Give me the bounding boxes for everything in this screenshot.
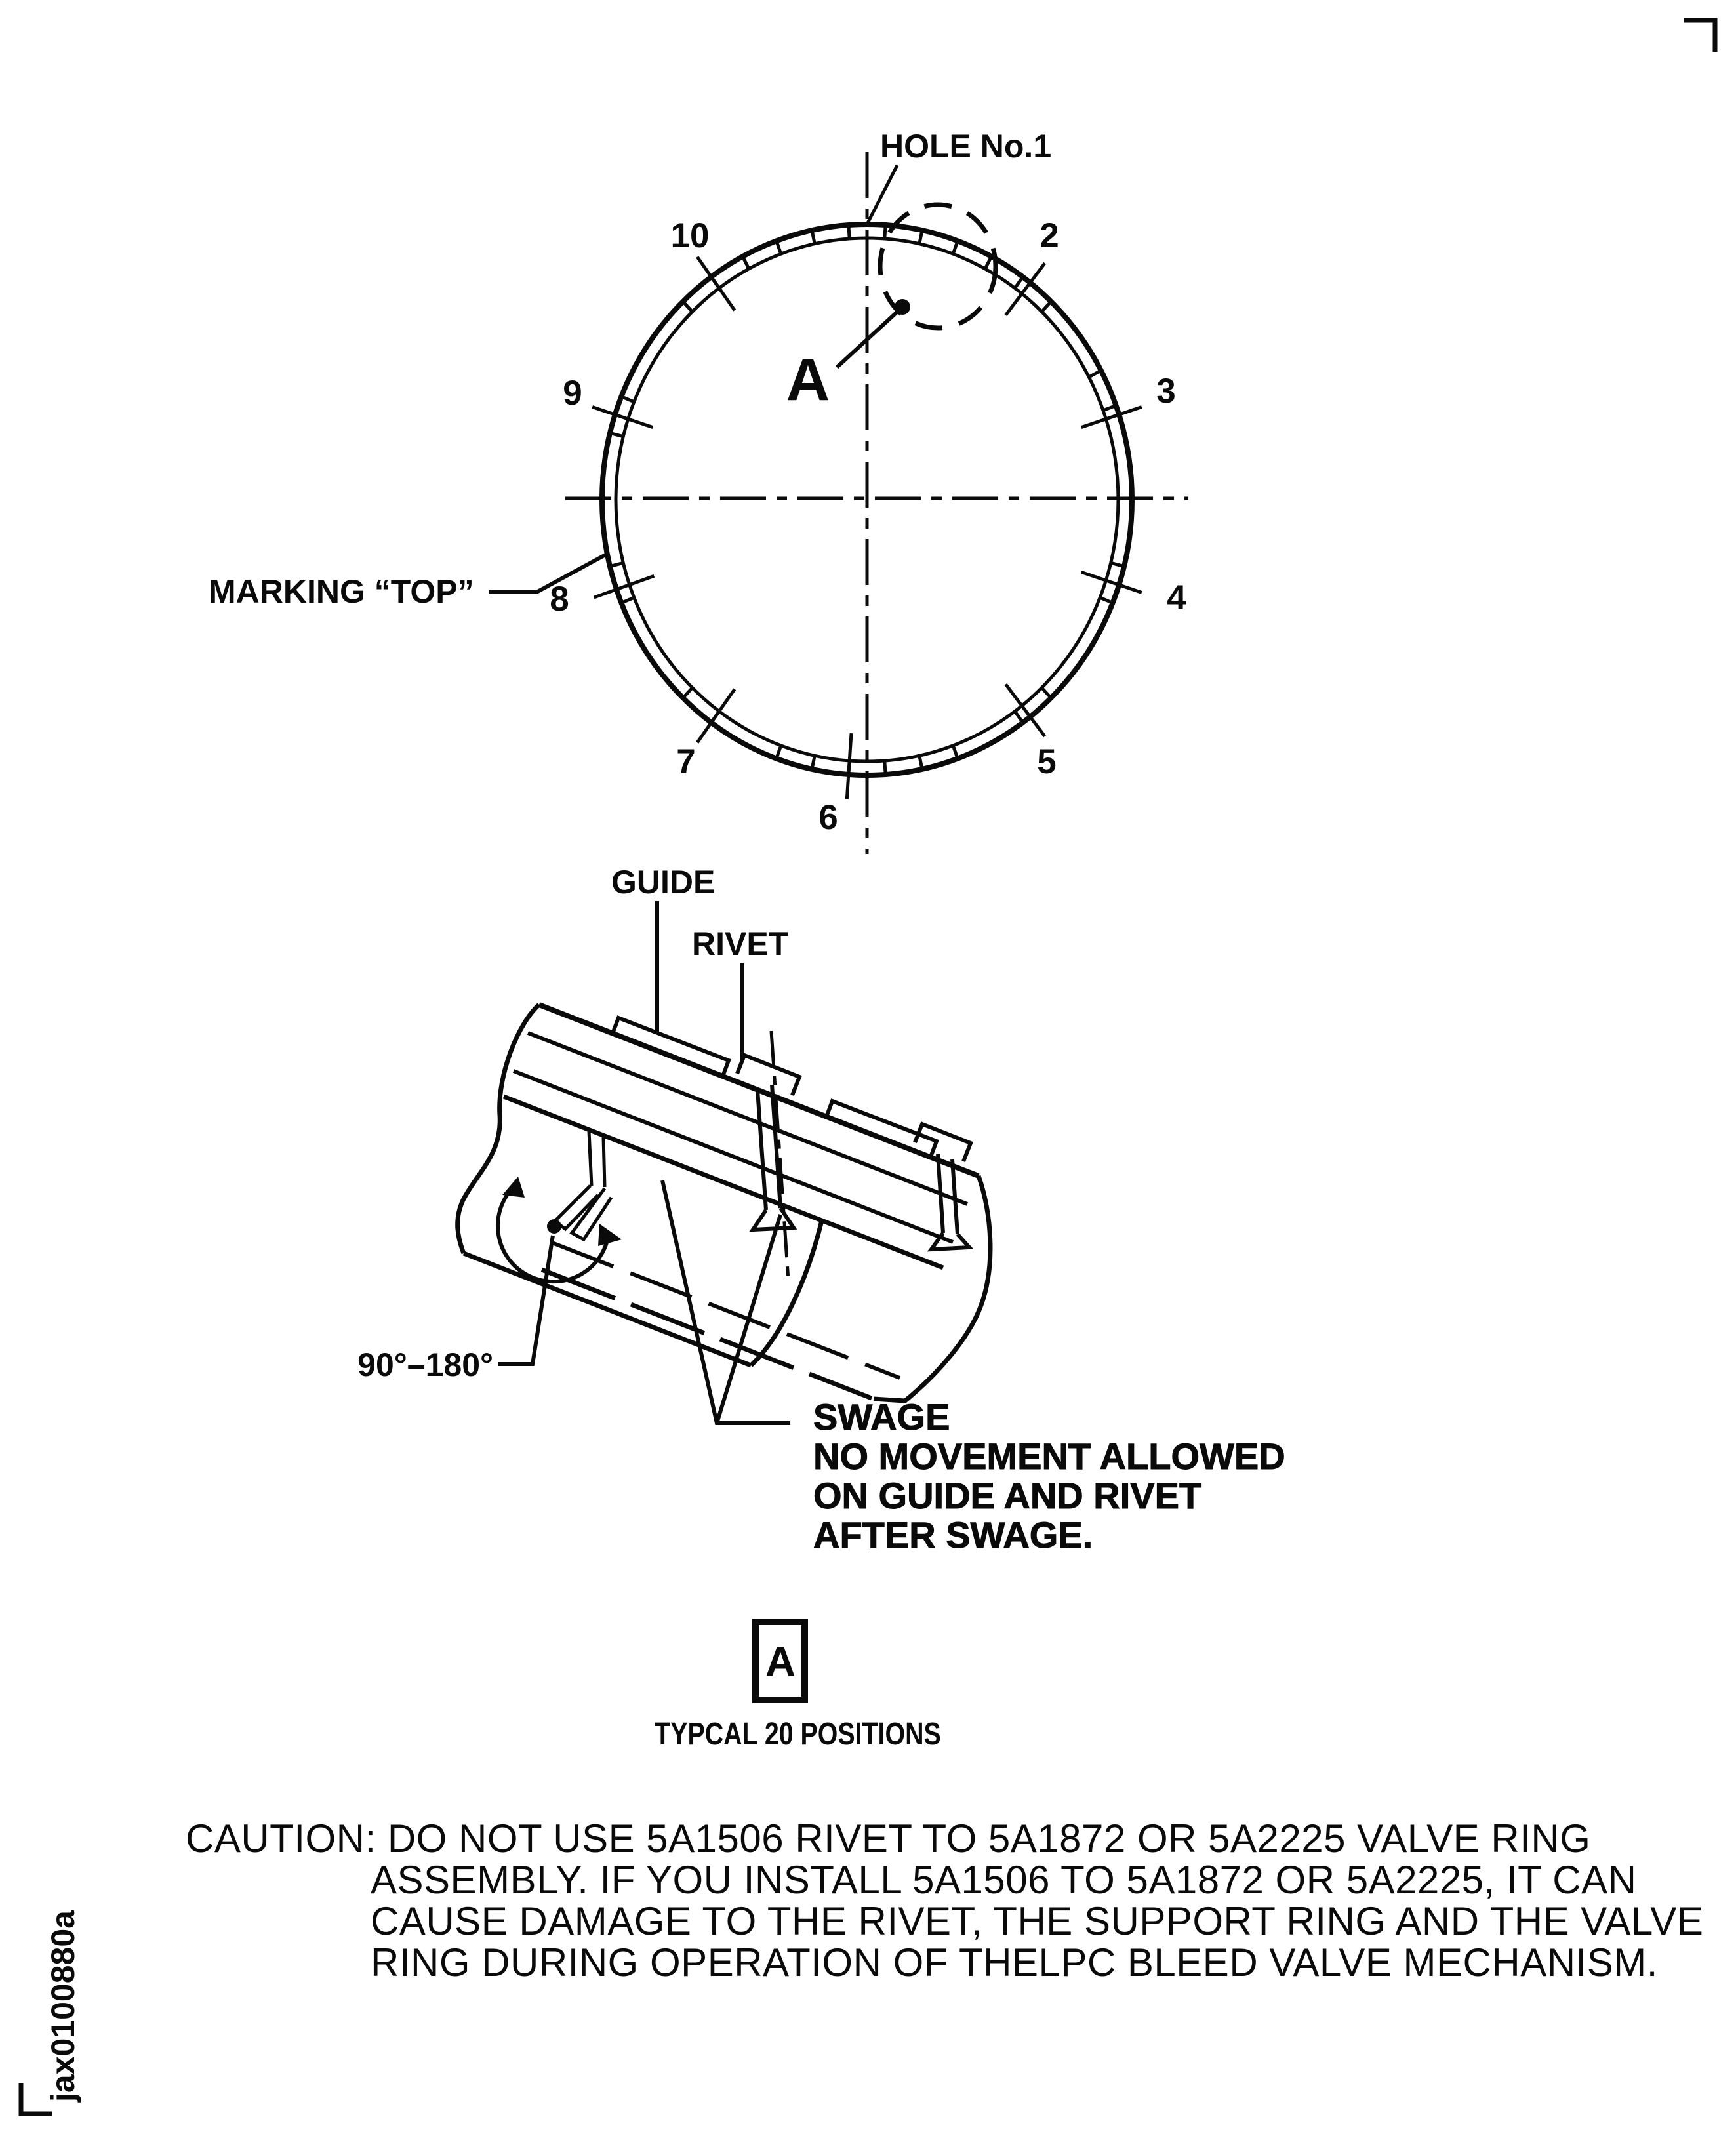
- rivet-stem-left-a: [757, 1090, 766, 1210]
- position-leader: [592, 407, 653, 428]
- swage-note-leader-right: [717, 1215, 780, 1423]
- position-number: 8: [550, 580, 569, 618]
- position-leader: [847, 733, 851, 799]
- ring-tick: [1015, 276, 1023, 288]
- swage-note-line: NO MOVEMENT ALLOWED: [813, 1436, 1285, 1477]
- ring-tick: [1041, 301, 1051, 312]
- position-number: 6: [818, 798, 838, 837]
- guide-label: GUIDE: [611, 864, 716, 900]
- arc-arrowhead-upper: [502, 1177, 525, 1198]
- detail-caption: TYPCAL 20 POSITIONS: [655, 1716, 941, 1752]
- swaged-stem-b: [603, 1137, 605, 1187]
- ring-tick: [885, 761, 886, 776]
- caution-line: ASSEMBLY. IF YOU INSTALL 5A1506 TO 5A1872 OR 5A2225, IT CAN: [371, 1858, 1637, 1902]
- caution-line: RING DURING OPERATION OF THELPC BLEED VALVE MECHANISM.: [371, 1941, 1658, 1985]
- ring-front-view: [209, 128, 1188, 854]
- position-number: 10: [670, 216, 710, 255]
- swage-note-text: [813, 1396, 1285, 1556]
- ring-tick: [683, 688, 693, 698]
- position-number: 4: [1167, 578, 1186, 617]
- rivet-label: RIVET: [692, 925, 789, 962]
- swage-note-line: AFTER SWAGE.: [813, 1514, 1093, 1556]
- position-number: 3: [1156, 372, 1176, 411]
- ring-tick: [1041, 688, 1051, 698]
- position-leader: [594, 576, 655, 597]
- guide-block-left: [613, 1018, 729, 1076]
- position-number: 9: [563, 374, 582, 413]
- hole-no1-label: HOLE No.1: [880, 128, 1052, 165]
- ring-tick: [683, 301, 693, 312]
- position-number: 5: [1037, 742, 1057, 781]
- position-number: 7: [676, 742, 696, 781]
- rivet-stem-right-b: [952, 1159, 958, 1234]
- position-number: 2: [1040, 216, 1059, 255]
- caution-line: CAUSE DAMAGE TO THE RIVET, THE SUPPORT RING AND THE VALVE: [371, 1899, 1704, 1943]
- marking-top-leader: [489, 554, 607, 592]
- detail-a-box-letter: A: [765, 1638, 796, 1685]
- swage-angle-label: 90°–180°: [357, 1346, 493, 1383]
- rivet-tail-left: [753, 1208, 794, 1230]
- rivet-stem-right-a: [938, 1154, 943, 1233]
- rivet-section-detail: [357, 864, 1285, 1556]
- swage-vertex-dot: [547, 1219, 561, 1234]
- hole-no1-leader: [867, 165, 897, 224]
- corner-mark-top-right: [1684, 20, 1715, 52]
- detail-a-letter: A: [786, 346, 830, 413]
- swage-note-line: SWAGE: [813, 1396, 950, 1438]
- swage-note-line: ON GUIDE AND RIVET: [813, 1475, 1202, 1516]
- ring-tick: [849, 224, 850, 239]
- detail-a-leader-dot: [895, 299, 910, 315]
- swaged-stem-a: [589, 1131, 592, 1186]
- arc-arrowhead-lower: [598, 1224, 622, 1246]
- document-code: jax0100880a: [45, 1910, 81, 2102]
- right-break-line: [874, 1176, 990, 1401]
- caution-line: CAUTION: DO NOT USE 5A1506 RIVET TO 5A1872 OR 5A2225 VALVE RING: [186, 1817, 1591, 1861]
- position-leader: [1081, 407, 1142, 428]
- rivet-head-left: [737, 1055, 799, 1095]
- position-leader: [1081, 572, 1142, 592]
- block-bottom-edge: [464, 1253, 751, 1365]
- marking-top-label: MARKING “TOP”: [209, 573, 474, 610]
- ring-tick: [885, 224, 886, 239]
- caution-note: [186, 1817, 1704, 1985]
- detail-callout: [655, 1622, 941, 1752]
- ring-tick: [1015, 711, 1023, 723]
- band-line-4: [504, 1097, 943, 1268]
